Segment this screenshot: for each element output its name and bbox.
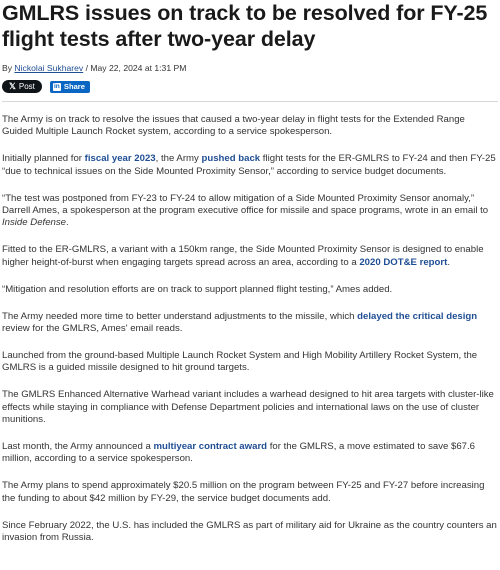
divider (2, 101, 498, 102)
link-fiscal-year-2023[interactable]: fiscal year 2023 (84, 153, 156, 165)
publication-name: Inside Defense (2, 217, 66, 229)
paragraph-5: “Mitigation and resolution efforts are on track to support planned flight testing,” Ames added. (2, 283, 393, 295)
x-post-label: Post (18, 82, 35, 91)
linkedin-share-label: Share (63, 81, 85, 91)
article-title: GMLRS issues on track to be resolved for FY-25 flight tests after two-year delay (2, 1, 488, 51)
text-span: for the GMLRS, a move estimated to save $67.6 million, according to a service spokesperson. (2, 440, 476, 465)
linkedin-share-button[interactable] (50, 81, 90, 93)
text-span: Initially planned for (2, 153, 85, 165)
text-span: “The test was postponed from FY-23 to FY-24 to allow mitigation of a Side Mounted Proximity Sensor anomaly,” Darrell Ames, a spokesperson at the program executive office for missile and space programs, wrote in an email to (2, 192, 489, 217)
text-span: Fitted to the ER-GMLRS, a variant with a 150km range, the Side Mounted Proximity Sensor is designed to enable higher height-of-burst when engaging targets spread across an area, according to a (2, 244, 484, 268)
paragraph-2 (2, 153, 498, 178)
text-span: . (447, 256, 450, 268)
share-row (2, 80, 498, 93)
link-pushed-back[interactable]: pushed back (201, 153, 261, 165)
paragraph-6 (2, 311, 498, 336)
text-span: flight tests for the ER-GMLRS to FY-24 and then FY-25 “due to technical issues on the Side Mounted Proximity Sensor,” according to service budget documents. (2, 153, 496, 177)
text-span: The Army needed more time to better understand adjustments to the missile, which (2, 310, 358, 322)
paragraph-8: The GMLRS Enhanced Alternative Warhead variant includes a warhead designed to hit area targets with cluster-like effects while staying in compliance with Defense Department policies and international laws on the use of cluster munitions. (2, 389, 494, 425)
x-logo-icon: 𝕏 (9, 81, 16, 91)
text-span: Last month, the Army announced a (2, 440, 154, 452)
paragraph-10: The Army plans to spend approximately $20.5 million on the program between FY-25 and FY-27 before increasing the funding to about $42 million by FY-29, the service budget documents add. (2, 480, 485, 504)
link-multiyear-contract-award[interactable]: multiyear contract award (153, 440, 268, 452)
paragraph-7: Launched from the ground-based Multiple Launch Rocket System and High Mobility Artillery Rocket System, the GMLRS is a guided missile designed to hit ground targets. (2, 349, 478, 374)
byline (2, 62, 498, 74)
link-dote-report[interactable]: 2020 DOT&E report (359, 256, 448, 268)
paragraph-11: Since February 2022, the U.S. has included the GMLRS as part of military aid for Ukraine as the country counters an invasion from Russia. (2, 519, 497, 543)
text-span: review for the GMLRS, Ames' email reads. (2, 322, 183, 334)
text-span: , the Army (155, 153, 202, 165)
byline-prefix: By (2, 63, 15, 73)
linkedin-logo-icon: in (53, 82, 60, 90)
paragraph-9 (2, 441, 498, 466)
paragraph-3 (2, 193, 498, 230)
paragraph-4 (2, 244, 498, 269)
article-body (2, 114, 498, 544)
x-post-button[interactable] (2, 80, 42, 93)
paragraph-1: The Army is on track to resolve the issues that caused a two-year delay in flight tests for the Extended Range Guided Multiple Launch Rocket system, according to a service spokesperson. (2, 114, 465, 138)
author-link[interactable]: Nickolai Sukharev (14, 63, 84, 73)
publish-date: / May 22, 2024 at 1:31 PM (83, 63, 187, 73)
link-delayed-critical-design[interactable]: delayed the critical design (357, 310, 478, 322)
text-span: . (66, 217, 69, 229)
